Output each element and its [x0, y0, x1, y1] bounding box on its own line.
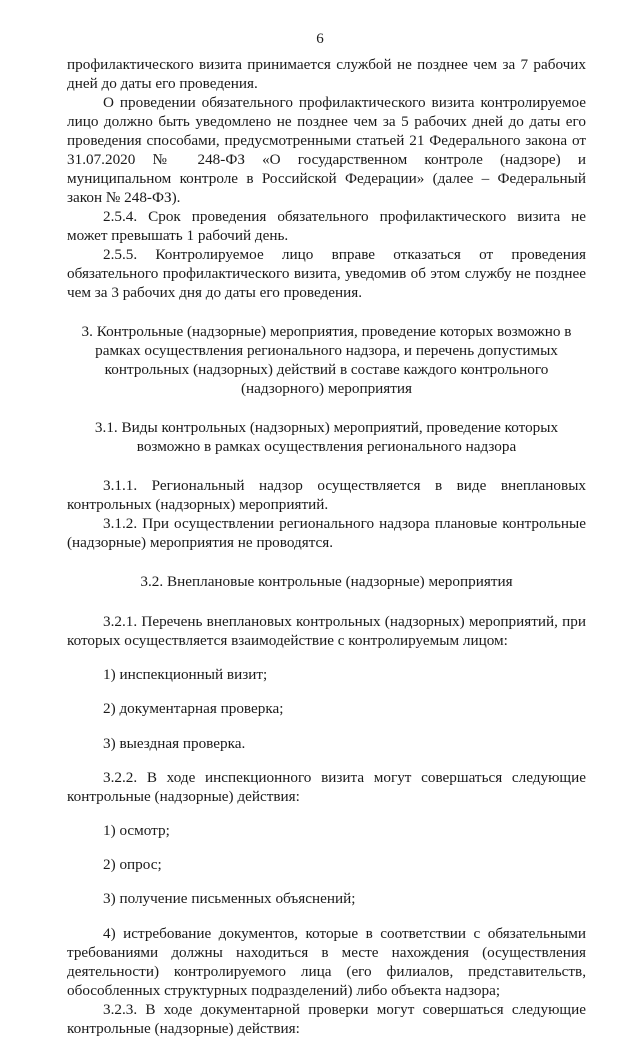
list-item: 1) осмотр; [103, 821, 170, 839]
paragraph-visit-deadline: профилактического визита принимается службой не позднее чем за 7 рабочих дней до даты его проведения. [67, 56, 586, 92]
paragraph-3-1-2: 3.1.2. При осуществлении регионального надзора плановые контрольные (надзорные) мероприятия не проводятся. [67, 515, 586, 551]
list-item: 3) выездная проверка. [103, 734, 246, 752]
list-item: 3) получение письменных объяснений; [103, 890, 356, 908]
paragraph-3-2-1: 3.2.1. Перечень внеплановых контрольных (надзорных) мероприятий, при которых осуществляется взаимодействие с контролируемым лицом: [67, 613, 586, 649]
paragraph-3-2-2-item-4: 4) истребование документов, которые в соответствии с обязательными требованиями должны находиться в месте нахождения (осуществления деятельности) контролируемого лица (его филиалов, представительств, обособленных структурных подразделений) либо объекта надзора; [67, 924, 586, 999]
list-item: 1) инспекционный визит; [103, 666, 268, 684]
paragraph-3-1-1: 3.1.1. Региональный надзор осуществляется в виде внеплановых контрольных (надзорных) мероприятий. [67, 477, 586, 513]
document-body [67, 55, 586, 1038]
subsection-3-2-heading: 3.2. Внеплановые контрольные (надзорные) мероприятия [140, 573, 513, 590]
subsection-3-1-heading: 3.1. Виды контрольных (надзорных) мероприятий, проведение которых возможно в рамках осуществления регионального надзора [94, 419, 559, 455]
paragraph-3-2-3: 3.2.3. В ходе документарной проверки могут совершаться следующие контрольные (надзорные) действия: [67, 1000, 586, 1037]
paragraph-3-2-2: 3.2.2. В ходе инспекционного визита могут совершаться следующие контрольные (надзорные) действия: [67, 768, 586, 805]
section-3-heading: 3. Контрольные (надзорные) мероприятия, проведение которых возможно в рамках осуществления регионального надзора, и перечень допустимых контрольных (надзорных) действий в составе каждого контрольного (надзорного) мероприятия [81, 323, 572, 397]
list-item: 2) опрос; [103, 856, 162, 874]
paragraph-2-5-5: 2.5.5. Контролируемое лицо вправе отказаться от проведения обязательного профилактического визита, уведомив об этом службу не позднее чем за 3 рабочих дня до даты его проведения. [67, 246, 586, 301]
paragraph-2-5-4: 2.5.4. Срок проведения обязательного профилактического визита не может превышать 1 рабочий день. [67, 208, 586, 244]
page-number: 6 [316, 31, 324, 47]
list-item: 2) документарная проверка; [103, 700, 284, 718]
paragraph-notification: О проведении обязательного профилактического визита контролируемое лицо должно быть уведомлено не позднее чем за 5 рабочих дней до даты его проведения способами, предусмотренными статьей 21 Федерального закона от 31.07.2020 № 248-ФЗ «О государственном контроле (надзоре) и муниципальном контроле в Российской Федерации» (далее – Федеральный закон № 248-ФЗ). [67, 94, 586, 206]
